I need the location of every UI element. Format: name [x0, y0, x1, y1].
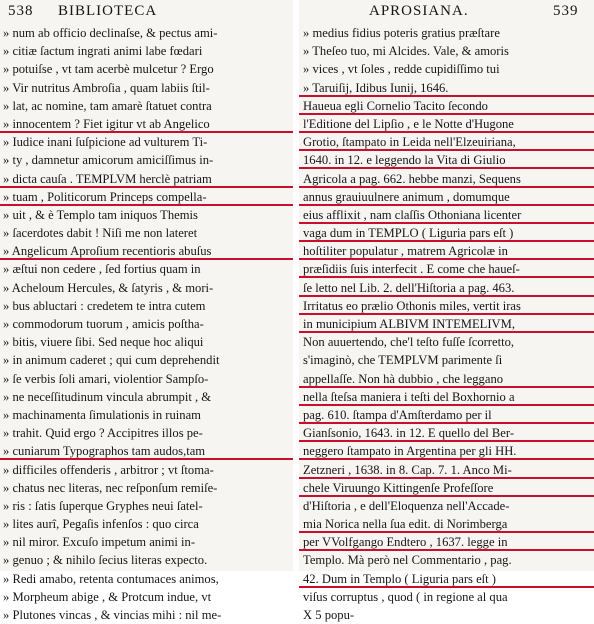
- text-line: » potuiſse , vt tam acerbè mulcetur ? Ergo: [3, 62, 214, 77]
- text-line: » machinamenta ſimulationis in ruinam: [3, 407, 201, 422]
- text-line: Haueua egli Cornelio Tacito ſecondo: [299, 97, 594, 115]
- text-line: » bitis, viuere ſibi. Sed neque hoc aliqui: [3, 335, 204, 350]
- right-page-body: [299, 24, 594, 624]
- left-page-number: 538: [8, 3, 34, 19]
- text-line: vaga dum in TEMPLO ( Liguria pars eſt ): [299, 224, 594, 242]
- text-line: per VVolfgango Endtero , 1637. legge in: [299, 533, 594, 551]
- text-line: mia Norica nella ſua edit. di Norimberga: [299, 515, 594, 533]
- text-line: » Redi amabo, retenta contumaces animos,: [3, 571, 219, 586]
- text-line: d'Hiſtoria , e dell'Eloquenza nell'Accade-: [303, 498, 510, 513]
- text-line: Grotio, ſtampato in Leida nell'Elzeuiriana,: [299, 133, 594, 151]
- text-line: viſus corruptus , quod ( in regione al qua: [303, 589, 508, 604]
- text-line: X 5 popu-: [303, 608, 355, 622]
- text-line: » difficiles offenderis , arbitror ; vt ſtoma-: [3, 462, 214, 477]
- text-line: » Plutones vincas , & vincias mihi : nil me-: [3, 608, 222, 622]
- text-line: 42. Dum in Templo ( Liguria pars eſt ): [299, 570, 594, 588]
- text-line: » Iudice inani ſuſpicione ad vulturem Ti-: [3, 135, 208, 150]
- text-line: s'imaginò, che TEMPLVM parimente ſi: [303, 353, 503, 368]
- text-line: » Acheloum Hercules, & ſatyris , & mori-: [3, 280, 214, 295]
- text-line: » lat, ac nomine, tam amarè ſtatuet contra: [3, 98, 212, 113]
- text-line: » dicta cauſa . TEMPLVM herclè patriam: [0, 170, 293, 188]
- text-line: » nil miror. Excuſo impetum animi in-: [3, 535, 196, 550]
- text-line: » num ab officio declinaſse, & pectus ami-: [3, 26, 218, 40]
- text-line: » chatus nec literas, nec reſponſum remiſe-: [3, 480, 218, 495]
- text-line: » ne neceſſitudinum vincula abrumpit , &: [3, 389, 212, 404]
- text-line: » medius fidius poteris gratius præſtare: [303, 26, 500, 40]
- text-line: » tuam , Politicorum Princeps compella-: [0, 188, 293, 206]
- text-line: nella ſteſsa maniera i teſti del Boxhornio a: [299, 388, 594, 406]
- text-line: » ſacerdotes dabit ! Niſi me non lateret: [3, 226, 198, 241]
- text-line: appellaſſe. Non hà dubbio , che leggano: [299, 370, 594, 388]
- text-line: » Theſeo tuo, mi Alcides. Vale, & amoris: [303, 44, 509, 59]
- text-line: » ris : ſatis ſuperque Gryphes neui ſatel-: [3, 498, 203, 513]
- text-line: » genuo ; & nihilo ſecius literas expecto.: [3, 553, 208, 568]
- text-line: » citiæ ſactum ingrati animi labe fœdari: [3, 44, 203, 59]
- text-line: 1640. in 12. e leggendo la Vita di Giulio: [299, 151, 594, 169]
- text-line: » Taruiſij, Idibus Iunij, 1646.: [299, 79, 594, 97]
- text-line: chele Viruungo Kittingenſe Profeſſore: [299, 479, 594, 497]
- text-line: » innocentem ? Fiet igitur vt ab Angelico: [0, 115, 293, 133]
- text-line: Templo. Mà però nel Commentario , pag.: [303, 553, 512, 568]
- right-page: [299, 0, 594, 622]
- text-line: Non auuertendo, che'l teſto fuſſe ſcorretto,: [303, 335, 515, 350]
- text-line: præſidiis ſuis interfecit . E come che haueſ-: [299, 260, 594, 278]
- text-line: » æſtui non cedere , ſed fortius quam in: [3, 262, 201, 277]
- text-line: Irritatus eo prælio Othonis miles, vertit iras: [299, 297, 594, 315]
- text-line: » Vir nutritus Ambroſia , quam labiis ſtil-: [3, 80, 210, 95]
- text-line: Agricola a pag. 662. hebbe manzi, Sequens: [299, 170, 594, 188]
- text-line: » ty , damnetur amicorum amiciſſimus in-: [3, 153, 214, 168]
- left-page-body: [0, 24, 293, 624]
- left-page: [0, 0, 293, 622]
- text-line: » ſe verbis ſoli amari, violentior Sampſo-: [3, 371, 209, 386]
- text-line: » bus abluctari : credetem te intra cutem: [3, 298, 206, 313]
- right-page-header: [299, 0, 594, 24]
- text-line: » Angelicum Aproſium recentioris abuſus: [0, 242, 293, 260]
- text-line: Zetzneri , 1638. in 8. Cap. 7. 1. Anco Mi-: [299, 461, 594, 479]
- right-running-head: APROSIANA.: [369, 3, 469, 19]
- text-line: pag. 610. ſtampa d'Amſterdamo per il: [299, 406, 594, 424]
- text-line: » in animum caderet ; qui cum deprehendit: [3, 353, 220, 368]
- left-running-head: BIBLIOTECA: [58, 3, 158, 19]
- left-page-header: [0, 0, 293, 24]
- text-line: hoſtiliter populatur , matrem Agricolæ in: [299, 242, 594, 260]
- text-line: eius afflixit , nam claſſis Othoniana licenter: [299, 206, 594, 224]
- text-line: » trahit. Quid ergo ? Accipitres illos pe-: [3, 426, 203, 441]
- text-line: ſe letto nel Lib. 2. dell'Hiſtoria a pag. 463.: [299, 279, 594, 297]
- text-line: in municipium ALBIVM INTEMELIVM,: [299, 315, 594, 333]
- text-line: » vices , vt ſoles , redde cupidiſſimo tui: [303, 62, 500, 77]
- text-line: Gianſsonio, 1643. in 12. E quello del Ber-: [299, 424, 594, 442]
- text-line: neggero ſtampato in Argentina per gli HH.: [299, 442, 594, 460]
- text-line: » Morpheum abige , & Protcum indue, vt: [3, 589, 212, 604]
- right-page-number: 539: [553, 3, 579, 19]
- text-line: l'Editione del Lipſio , e le Notte d'Hugone: [299, 115, 594, 133]
- text-line: » commodorum tuorum , amicis poſtha-: [3, 317, 204, 331]
- text-line: annus grauiuulnere animum , domumque: [299, 188, 594, 206]
- text-line: » uit , & è Templo tam iniquos Themis: [3, 207, 198, 222]
- text-line: » cuniarum Typographos tam audos,tam: [0, 442, 293, 460]
- text-line: » lites aurî, Pegaſis infenſos : quo circa: [3, 517, 199, 532]
